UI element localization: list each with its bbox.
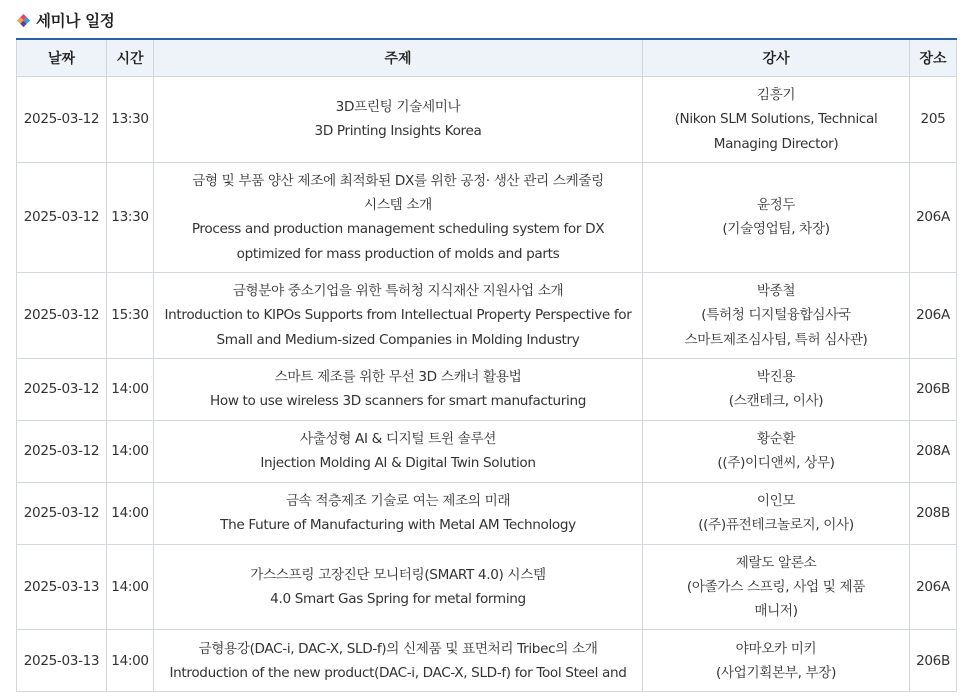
speaker-line: ((주)이디앤씨, 상무) bbox=[717, 455, 835, 472]
speaker-line: (특허청 디지털융합심사국 bbox=[701, 307, 851, 324]
cell-topic bbox=[154, 630, 643, 692]
topic-line: 4.0 Smart Gas Spring for metal forming bbox=[270, 591, 526, 607]
cell-room: 206A bbox=[910, 544, 957, 630]
cell-topic bbox=[154, 162, 643, 272]
cell-date: 2025-03-12 bbox=[17, 482, 107, 544]
section-header bbox=[16, 8, 114, 32]
cell-topic bbox=[154, 544, 643, 630]
cell-topic bbox=[154, 77, 643, 163]
speaker-line: (사업기획본부, 부장) bbox=[715, 664, 837, 681]
topic-line: 시스템 소개 bbox=[364, 197, 432, 214]
speaker-line: 윤정두 bbox=[756, 197, 796, 214]
column-header-speaker: 강사 bbox=[643, 39, 910, 77]
cell-room: 206B bbox=[910, 630, 957, 692]
topic-line: Introduction to KIPOs Supports from Intellectual Property Perspective for bbox=[164, 307, 632, 324]
topic-line: Process and production management scheduling system for DX bbox=[191, 221, 605, 238]
speaker-line: 이인모 bbox=[756, 492, 796, 509]
cell-room: 206B bbox=[910, 358, 957, 420]
speaker-line: 박종철 bbox=[756, 283, 796, 300]
cell-date: 2025-03-12 bbox=[17, 273, 107, 359]
column-header-room: 장소 bbox=[910, 39, 957, 77]
table-header-row bbox=[17, 39, 957, 77]
cell-speaker bbox=[643, 77, 910, 163]
cell-speaker bbox=[643, 162, 910, 272]
cell-speaker bbox=[643, 544, 910, 630]
topic-line: The Future of Manufacturing with Metal AM Technology bbox=[220, 517, 576, 534]
table-row bbox=[17, 420, 957, 482]
cell-room: 208B bbox=[910, 482, 957, 544]
cell-time: 14:00 bbox=[107, 544, 154, 630]
table-row bbox=[17, 77, 957, 163]
topic-line: 3D프린팅 기술세미나 bbox=[335, 99, 461, 116]
column-header-topic: 주제 bbox=[154, 39, 643, 77]
cell-topic bbox=[154, 420, 643, 482]
cell-date: 2025-03-12 bbox=[17, 420, 107, 482]
speaker-line: (기술영업팀, 차장) bbox=[722, 221, 830, 238]
topic-line: Introduction of the new product(DAC-i, DAC-X, SLD-f) for Tool Steel and bbox=[169, 664, 627, 681]
cell-time: 14:00 bbox=[107, 630, 154, 692]
seminar-schedule-table bbox=[16, 38, 957, 692]
speaker-line: (스캔테크, 이사) bbox=[728, 393, 824, 410]
topic-line: How to use wireless 3D scanners for smart manufacturing bbox=[209, 393, 587, 410]
topic-line: 3D Printing Insights Korea bbox=[314, 123, 482, 140]
speaker-line: 김흥기 bbox=[756, 87, 796, 103]
table-row bbox=[17, 162, 957, 272]
topic-line: 금속 적층제조 기술로 여는 제조의 미래 bbox=[285, 492, 511, 509]
cell-time: 13:30 bbox=[107, 77, 154, 163]
table-row bbox=[17, 358, 957, 420]
topic-line: 금형용강(DAC-i, DAC-X, SLD-f)의 신제품 및 표면처리 Tribec의 소개 bbox=[198, 640, 598, 657]
cell-speaker bbox=[643, 420, 910, 482]
cell-date: 2025-03-12 bbox=[17, 358, 107, 420]
cell-time: 14:00 bbox=[107, 482, 154, 544]
cell-date: 2025-03-13 bbox=[17, 630, 107, 692]
speaker-line: (아졸가스 스프링, 사업 및 제품 bbox=[686, 578, 866, 595]
page-title: 세미나 일정 bbox=[36, 12, 115, 30]
topic-line: 금형분야 중소기업을 위한 특허청 지식재산 지원사업 소개 bbox=[232, 283, 564, 300]
speaker-line: 황순환 bbox=[756, 430, 796, 447]
cell-speaker bbox=[643, 273, 910, 359]
cell-time: 14:00 bbox=[107, 358, 154, 420]
cell-speaker bbox=[643, 630, 910, 692]
topic-line: Injection Molding AI & Digital Twin Solution bbox=[260, 455, 536, 472]
speaker-line: 제랄도 알론소 bbox=[735, 554, 817, 571]
table-row bbox=[17, 482, 957, 544]
seminar-schedule-table-container bbox=[16, 38, 956, 692]
cell-room: 206A bbox=[910, 162, 957, 272]
cell-date: 2025-03-12 bbox=[17, 162, 107, 272]
cell-topic bbox=[154, 482, 643, 544]
speaker-line: (Nikon SLM Solutions, Technical bbox=[674, 111, 878, 128]
topic-line: 금형 및 부품 양산 제조에 최적화된 DX를 위한 공정· 생산 관리 스케줄링 bbox=[192, 172, 604, 189]
speaker-line: 박진용 bbox=[756, 369, 796, 386]
topic-line: 스마트 제조를 위한 무선 3D 스캐너 활용법 bbox=[274, 369, 522, 386]
cell-date: 2025-03-13 bbox=[17, 544, 107, 630]
topic-line: optimized for mass production of molds and parts bbox=[236, 245, 560, 262]
cell-room: 205 bbox=[910, 77, 957, 163]
column-header-time: 시간 bbox=[107, 39, 154, 77]
topic-line: Small and Medium-sized Companies in Molding Industry bbox=[216, 331, 580, 348]
cell-topic bbox=[154, 358, 643, 420]
cell-topic bbox=[154, 273, 643, 359]
speaker-line: 매니저) bbox=[754, 603, 798, 620]
cell-time: 13:30 bbox=[107, 162, 154, 272]
speaker-line: Managing Director) bbox=[713, 135, 839, 152]
cell-speaker bbox=[643, 482, 910, 544]
column-header-date: 날짜 bbox=[17, 39, 107, 77]
cell-room: 206A bbox=[910, 273, 957, 359]
speaker-line: 야마오카 미키 bbox=[735, 640, 817, 657]
table-row bbox=[17, 630, 957, 692]
cell-date: 2025-03-12 bbox=[17, 77, 107, 163]
cell-speaker bbox=[643, 358, 910, 420]
cell-time: 15:30 bbox=[107, 273, 154, 359]
speaker-line: ((주)퓨전테크놀로지, 이사) bbox=[698, 517, 854, 534]
table-row bbox=[17, 544, 957, 630]
topic-line: 사출성형 AI & 디지털 트윈 솔루션 bbox=[299, 430, 497, 447]
topic-line: 가스스프링 고장진단 모니터링(SMART 4.0) 시스템 bbox=[250, 566, 546, 583]
cell-time: 14:00 bbox=[107, 420, 154, 482]
speaker-line: 스마트제조심사팀, 특허 심사관) bbox=[684, 331, 868, 348]
table-row bbox=[17, 273, 957, 359]
diamond-cluster-icon bbox=[16, 13, 31, 28]
cell-room: 208A bbox=[910, 420, 957, 482]
